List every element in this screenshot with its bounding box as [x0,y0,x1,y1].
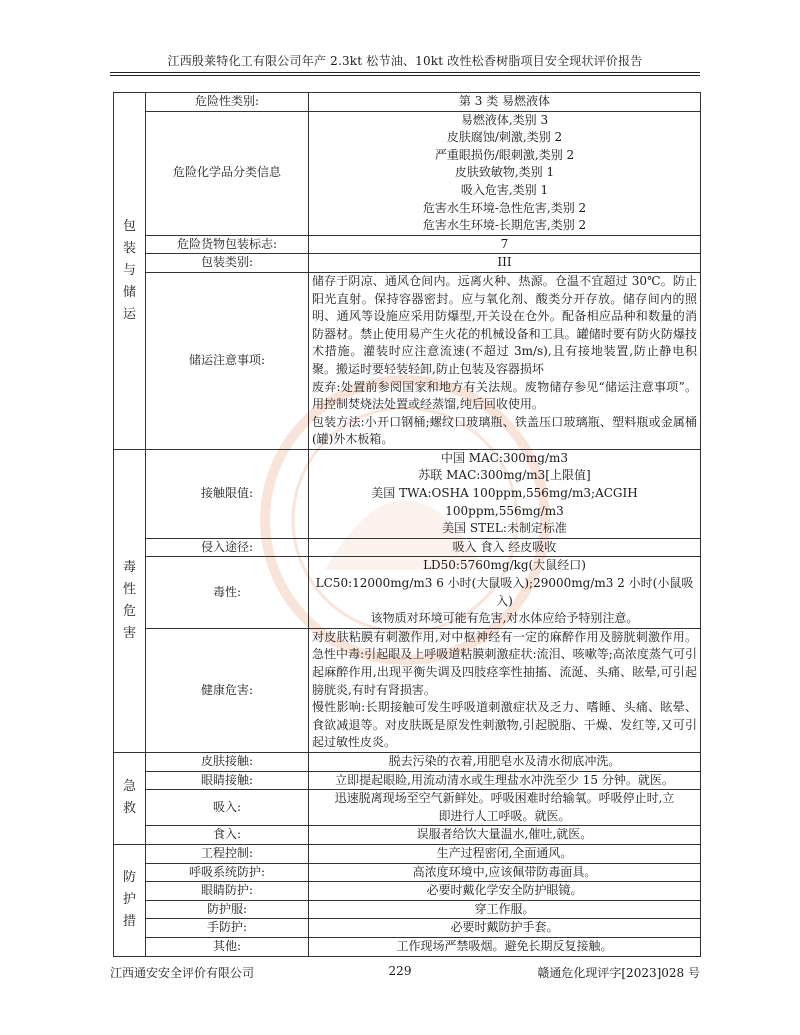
eng-label: 工程控制: [146,844,309,863]
row-exposure [114,449,701,538]
section-packaging-char-3: 与 [122,262,136,278]
section-toxicity-char-4: 害 [122,625,136,641]
eyep-value: 必要时戴化学安全防护眼镜。 [309,882,701,901]
footer-doc-number: 赣通危化现评字[2023]028 号 [537,966,700,980]
hand-label: 手防护: [146,919,309,938]
ghs-line: 易燃液体,类别 3 [460,112,549,127]
section-toxicity-char-2: 性 [122,581,136,597]
section-toxicity-char-1: 毒 [122,559,136,575]
route-label: 侵入途径: [146,538,309,557]
report-header-title: 江西殷莱特化工有限公司年产 2.3kt 松节油、10kt 改性松香树脂项目安全现状评价报告 [167,54,643,68]
row-ghs [114,111,701,235]
ingest-label: 食入: [146,826,309,845]
ghs-line: 皮肤腐蚀/刺激,类别 2 [446,130,563,145]
section-first-aid-char-1: 急 [122,779,136,795]
row-health [114,628,701,752]
row-ingest [114,826,701,845]
section-toxicity [114,449,146,752]
suit-label: 防护服: [146,900,309,919]
inhale-line: 迅速脱离现场至空气新鲜处。呼吸困难时给输氧。呼吸停止时,立 [334,791,675,806]
msds-table [113,92,701,957]
storage-paragraph: 储存于阴凉、通风仓间内。远离火种、热源。仓温不宜超过 30℃。防止阳光直射。保持容器密封。应与氧化剂、酸类分开存放。储存间内的照明、通风等设施应采用防爆型,开关设在仓外。配备相应品种和数量的消防器材。禁止使用易产生火花的机械设备和工具。罐储时要有防火防爆技术措施。灌装时应注意流速(不超过 3m/s),且有接地装置,防止静电积聚。搬运时要轻装轻卸,防止包装及容器损坏 [312,273,697,376]
section-packaging-char-1: 包 [122,218,136,234]
storage-value [309,272,701,449]
row-resp [114,863,701,882]
route-value: 吸入 食入 经皮吸收 [309,538,701,557]
ghs-line: 严重眼损伤/眼刺激,类别 2 [434,147,575,162]
section-toxicity-char-3: 危 [122,603,136,619]
section-first-aid-char-2: 救 [122,801,136,817]
row-eye [114,771,701,790]
row-other [114,937,701,956]
row-suit [114,900,701,919]
toxicity-line: LC50:12000mg/m3 6 小时(大鼠吸入);29000mg/m3 2 小时(小鼠吸入) [315,576,694,608]
row-pkg-cat [114,254,701,273]
row-eng [114,844,701,863]
eyep-label: 眼睛防护: [146,882,309,901]
ghs-line: 危害水生环境-长期危害,类别 2 [422,218,587,233]
exposure-line: 美国 STEL:未制定标准 [442,521,567,536]
skin-value: 脱去污染的衣着,用肥皂水及清水彻底冲洗。 [309,752,701,771]
exposure-line: 苏联 MAC:300mg/m3[上限值] [418,468,591,483]
skin-label: 皮肤接触: [146,752,309,771]
footer-company: 江西通安安全评价有限公司 [110,966,255,980]
exposure-label: 接触限值: [146,449,309,538]
row-hand [114,919,701,938]
pkg-mark-label: 危险货物包装标志: [146,235,309,254]
resp-label: 呼吸系统防护: [146,863,309,882]
inhale-label: 吸入: [146,790,309,826]
ghs-line: 危害水生环境-急性危害,类别 2 [422,200,587,215]
section-protection [114,844,146,956]
inhale-value [309,790,701,826]
resp-value: 高浓度环境中,应该佩带防毒面具。 [309,863,701,882]
page-number: 229 [388,964,412,978]
other-value: 工作现场严禁吸烟。避免长期反复接触。 [309,937,701,956]
section-protection-char-2: 护 [122,892,136,908]
toxicity-label: 毒性: [146,557,309,628]
ghs-value [309,111,701,235]
storage-pack-method: 包装方法:小开口钢桶;螺纹口玻璃瓶、铁盖压口玻璃瓶、塑料瓶或金属桶(罐)外木板箱。 [312,414,697,447]
health-acute: 对皮肤粘膜有刺激作用,对中枢神经有一定的麻醉作用及膀胱刺激作用。急性中毒:引起眼及上呼吸道粘膜刺激症状:流泪、咳嗽等;高浓度蒸气可引起麻醉作用,出现平衡失调及四肢痉挛性抽搐、流涎、头痛、眩晕,可引起膀胱炎,有时有肾损害。 [312,629,697,697]
exposure-value [309,449,701,538]
storage-disposal: 废弃:处置前参阅国家和地方有关法规。废物储存参见“储运注意事项”。用控制焚烧法处置或经蒸馏,纯后回收使用。 [312,379,697,412]
pkg-cat-label: 包装类别: [146,254,309,273]
section-first-aid [114,752,146,844]
health-chronic: 慢性影响:长期接触可发生呼吸道刺激症状及乏力、嗜睡、头痛、眩晕、食欲减退等。对皮肤既是原发性刺激物,引起脱脂、干燥、发红等,又可引起过敏性皮炎。 [312,700,697,750]
storage-label: 储运注意事项: [146,272,309,449]
row-inhale [114,790,701,826]
health-label: 健康危害: [146,628,309,752]
section-packaging-char-5: 运 [122,306,136,322]
eng-value: 生产过程密闭,全面通风。 [309,844,701,863]
section-protection-char-3: 措 [122,914,136,930]
section-protection-char-1: 防 [122,870,136,886]
row-storage [114,272,701,449]
exposure-line: 中国 MAC:300mg/m3 [440,450,568,465]
ghs-line: 吸入危害,类别 1 [460,182,549,197]
section-packaging [114,93,146,450]
hand-value: 必要时戴防护手套。 [309,919,701,938]
row-hazard-class [114,93,701,112]
header-rule [110,72,700,76]
eye-value: 立即提起眼睑,用流动清水或生理盐水冲洗至少 15 分钟。就医。 [309,771,701,790]
toxicity-line: 该物质对环境可能有危害,对水体应给予特别注意。 [370,611,639,626]
exposure-line: 美国 TWA:OSHA 100ppm,556mg/m3;ACGIH 100ppm,556mg/m3 [371,486,638,518]
hazard-class-label: 危险性类别: [146,93,309,112]
pkg-cat-value: III [309,254,701,273]
row-skin [114,752,701,771]
hazard-class-value: 第 3 类 易燃液体 [309,93,701,112]
section-packaging-char-4: 储 [122,284,136,300]
inhale-line: 即进行人工呼吸。就医。 [438,808,571,823]
toxicity-value [309,557,701,628]
health-value [309,628,701,752]
ghs-label: 危险化学品分类信息 [146,111,309,235]
row-pkg-mark [114,235,701,254]
section-packaging-char-2: 装 [122,240,136,256]
pkg-mark-value: 7 [309,235,701,254]
other-label: 其他: [146,937,309,956]
row-eyep [114,882,701,901]
row-toxicity [114,557,701,628]
row-route [114,538,701,557]
toxicity-line: LD50:5760mg/kg(大鼠经口) [423,558,586,573]
eye-label: 眼睛接触: [146,771,309,790]
ingest-value: 误服者给饮大量温水,催吐,就医。 [309,826,701,845]
ghs-line: 皮肤致敏物,类别 1 [454,165,555,180]
suit-value: 穿工作服。 [309,900,701,919]
